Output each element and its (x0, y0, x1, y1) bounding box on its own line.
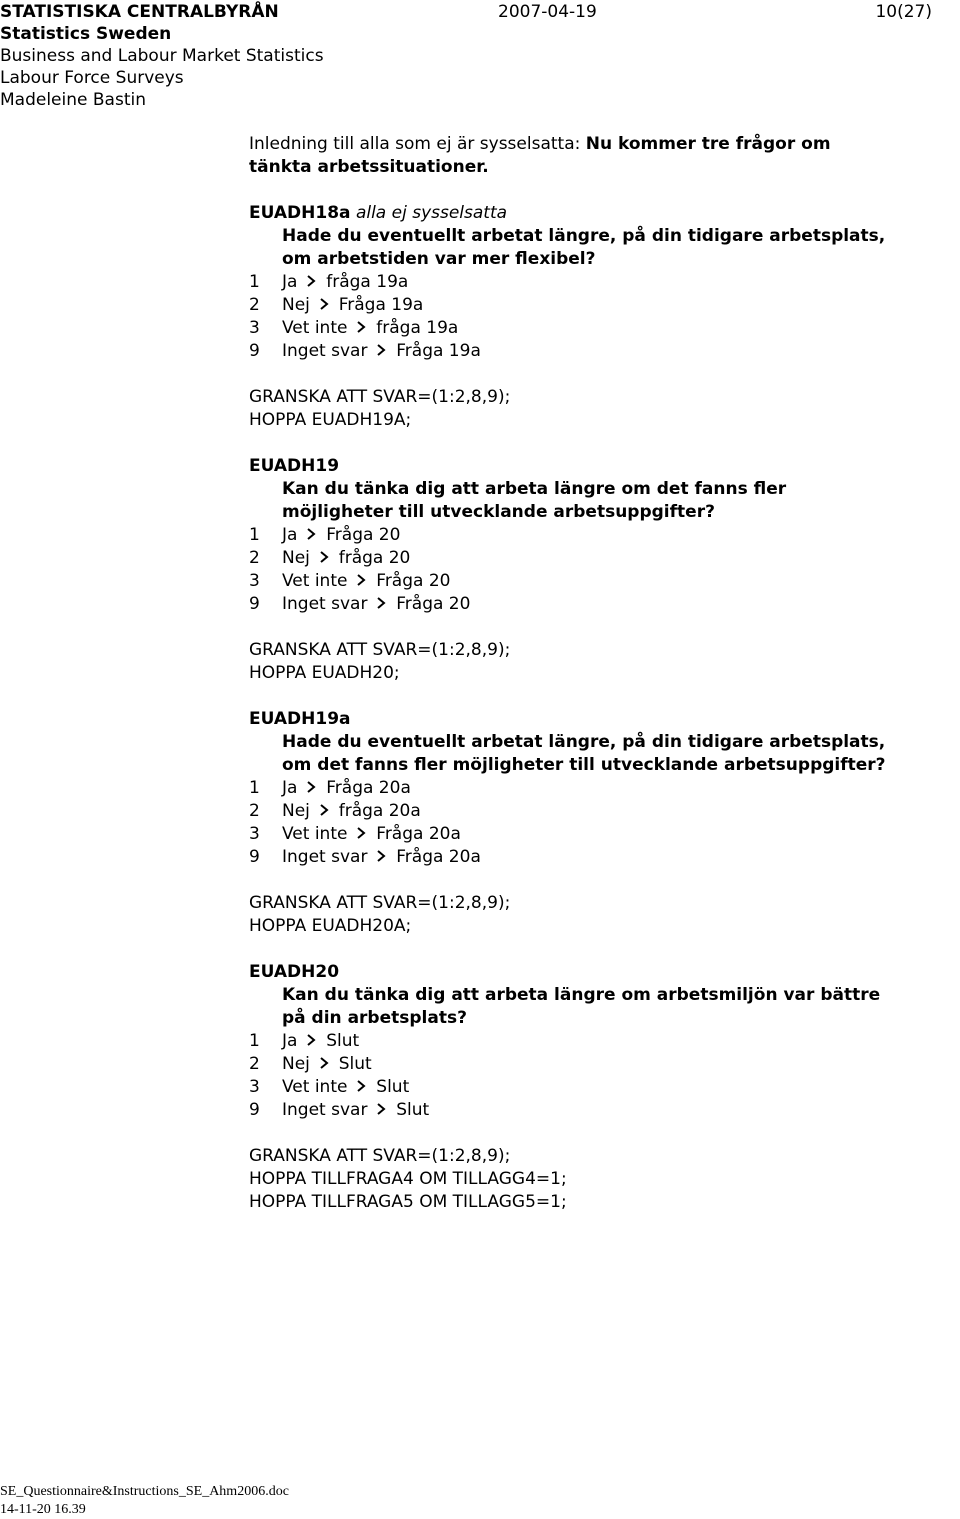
header-author: Madeleine Bastin (0, 90, 146, 110)
page-footer (0, 1483, 289, 1519)
question-text: på din arbetsplats? (282, 1008, 467, 1028)
right-arrow-icon (303, 524, 321, 547)
question-code: EUADH19 (249, 456, 340, 476)
right-arrow-icon (353, 1076, 371, 1099)
option-label: Nej (282, 548, 310, 568)
right-arrow-icon (303, 777, 321, 800)
option-label: Vet inte (282, 1077, 348, 1097)
question-condition: alla ej sysselsatta (355, 203, 508, 223)
option-target: Fråga 20 (376, 571, 451, 591)
option-number: 3 (249, 318, 260, 338)
spacer (249, 938, 960, 961)
question-block (249, 455, 960, 708)
question-text: om det fanns fler möjligheter till utvecklande arbetsuppgifter? (282, 755, 886, 775)
intro-prefix: Inledning till alla som ej är sysselsatta: (249, 134, 581, 154)
question-header (249, 202, 960, 225)
answer-option (249, 524, 960, 547)
option-number: 9 (249, 847, 260, 867)
option-target: Slut (326, 1031, 360, 1051)
option-number: 9 (249, 1100, 260, 1120)
option-label: Inget svar (282, 594, 368, 614)
option-number: 2 (249, 801, 260, 821)
question-text: Hade du eventuellt arbetat längre, på din tidigare arbetsplats, (282, 226, 886, 246)
question-code: EUADH18a (249, 203, 351, 223)
option-label: Ja (282, 272, 298, 292)
option-number: 2 (249, 1054, 260, 1074)
option-label: Inget svar (282, 341, 368, 361)
spacer (249, 869, 960, 892)
right-arrow-icon (315, 547, 333, 570)
spacer (249, 1122, 960, 1145)
questionnaire-content (249, 133, 960, 1214)
option-label: Ja (282, 778, 298, 798)
right-arrow-icon (373, 1099, 391, 1122)
option-target: Slut (396, 1100, 430, 1120)
option-label: Nej (282, 801, 310, 821)
right-arrow-icon (315, 800, 333, 823)
right-arrow-icon (315, 294, 333, 317)
question-text: Kan du tänka dig att arbeta längre om det fanns fler (282, 479, 787, 499)
right-arrow-icon (373, 340, 391, 363)
option-label: Inget svar (282, 847, 368, 867)
question-block (249, 202, 960, 455)
header-org: STATISTISKA CENTRALBYRÅN (0, 2, 279, 22)
option-target: fråga 20a (338, 801, 421, 821)
option-target: Fråga 20a (376, 824, 461, 844)
footer-filename: SE_Questionnaire&Instructions_SE_Ahm2006.doc (0, 1484, 289, 1499)
answer-option (249, 271, 960, 294)
question-header (249, 455, 960, 478)
answer-option (249, 846, 960, 869)
answer-option (249, 1030, 960, 1053)
validation-instruction: HOPPA TILLFRAGA5 OM TILLAGG5=1; (249, 1192, 567, 1212)
question-code: EUADH20 (249, 962, 340, 982)
validation-instruction: GRANSKA ATT SVAR=(1:2,8,9); (249, 1146, 511, 1166)
option-label: Vet inte (282, 571, 348, 591)
option-number: 1 (249, 272, 260, 292)
option-label: Ja (282, 525, 298, 545)
option-target: Slut (338, 1054, 372, 1074)
option-number: 3 (249, 571, 260, 591)
question-block (249, 961, 960, 1214)
answer-option (249, 593, 960, 616)
right-arrow-icon (303, 271, 321, 294)
question-text: Hade du eventuellt arbetat längre, på din tidigare arbetsplats, (282, 732, 886, 752)
right-arrow-icon (353, 317, 371, 340)
question-header (249, 708, 960, 731)
spacer (249, 616, 960, 639)
option-label: Ja (282, 1031, 298, 1051)
question-header (249, 961, 960, 984)
option-label: Vet inte (282, 824, 348, 844)
intro-line-1 (249, 133, 960, 156)
option-number: 1 (249, 525, 260, 545)
right-arrow-icon (315, 1053, 333, 1076)
answer-option (249, 1053, 960, 1076)
answer-option (249, 294, 960, 317)
validation-instruction: GRANSKA ATT SVAR=(1:2,8,9); (249, 387, 511, 407)
answer-option (249, 547, 960, 570)
right-arrow-icon (373, 846, 391, 869)
spacer (249, 685, 960, 708)
question-list (249, 202, 960, 1214)
option-number: 9 (249, 341, 260, 361)
question-block (249, 708, 960, 961)
option-target: Fråga 19a (338, 295, 424, 315)
option-target: Slut (376, 1077, 410, 1097)
header-department: Business and Labour Market Statistics (0, 46, 324, 66)
option-target: Fråga 20 (396, 594, 471, 614)
option-target: Fråga 20a (326, 778, 411, 798)
answer-option (249, 777, 960, 800)
option-label: Vet inte (282, 318, 348, 338)
answer-option (249, 570, 960, 593)
header-date: 2007-04-19 (498, 2, 597, 22)
option-target: Fråga 20 (326, 525, 401, 545)
spacer (249, 363, 960, 386)
option-number: 1 (249, 1031, 260, 1051)
question-text: Kan du tänka dig att arbeta längre om arbetsmiljön var bättre (282, 985, 881, 1005)
intro-line-2: tänkta arbetssituationer. (249, 157, 489, 177)
intro-bold: Nu kommer tre frågor om (585, 134, 831, 154)
option-number: 1 (249, 778, 260, 798)
validation-instruction: HOPPA EUADH20A; (249, 916, 412, 936)
question-code: EUADH19a (249, 709, 351, 729)
option-target: Fråga 19a (396, 341, 481, 361)
right-arrow-icon (373, 593, 391, 616)
answer-option (249, 800, 960, 823)
option-number: 2 (249, 548, 260, 568)
option-target: fråga 20 (338, 548, 411, 568)
header-page-number: 10(27) (875, 2, 932, 22)
header-org-en: Statistics Sweden (0, 24, 172, 44)
answer-option (249, 317, 960, 340)
header-unit: Labour Force Surveys (0, 68, 184, 88)
footer-timestamp: 14-11-20 16.39 (0, 1502, 86, 1517)
question-text: möjligheter till utvecklande arbetsuppgifter? (282, 502, 715, 522)
option-number: 3 (249, 1077, 260, 1097)
validation-instruction: GRANSKA ATT SVAR=(1:2,8,9); (249, 640, 511, 660)
question-text: om arbetstiden var mer flexibel? (282, 249, 596, 269)
option-number: 3 (249, 824, 260, 844)
option-target: fråga 19a (376, 318, 459, 338)
validation-instruction: HOPPA TILLFRAGA4 OM TILLAGG4=1; (249, 1169, 567, 1189)
answer-option (249, 823, 960, 846)
right-arrow-icon (353, 570, 371, 593)
option-label: Inget svar (282, 1100, 368, 1120)
spacer (249, 432, 960, 455)
right-arrow-icon (353, 823, 371, 846)
option-label: Nej (282, 1054, 310, 1074)
option-target: fråga 19a (326, 272, 409, 292)
validation-instruction: HOPPA EUADH20; (249, 663, 400, 683)
option-number: 2 (249, 295, 260, 315)
answer-option (249, 1076, 960, 1099)
option-number: 9 (249, 594, 260, 614)
option-target: Fråga 20a (396, 847, 481, 867)
option-label: Nej (282, 295, 310, 315)
validation-instruction: HOPPA EUADH19A; (249, 410, 412, 430)
answer-option (249, 340, 960, 363)
right-arrow-icon (303, 1030, 321, 1053)
answer-option (249, 1099, 960, 1122)
validation-instruction: GRANSKA ATT SVAR=(1:2,8,9); (249, 893, 511, 913)
